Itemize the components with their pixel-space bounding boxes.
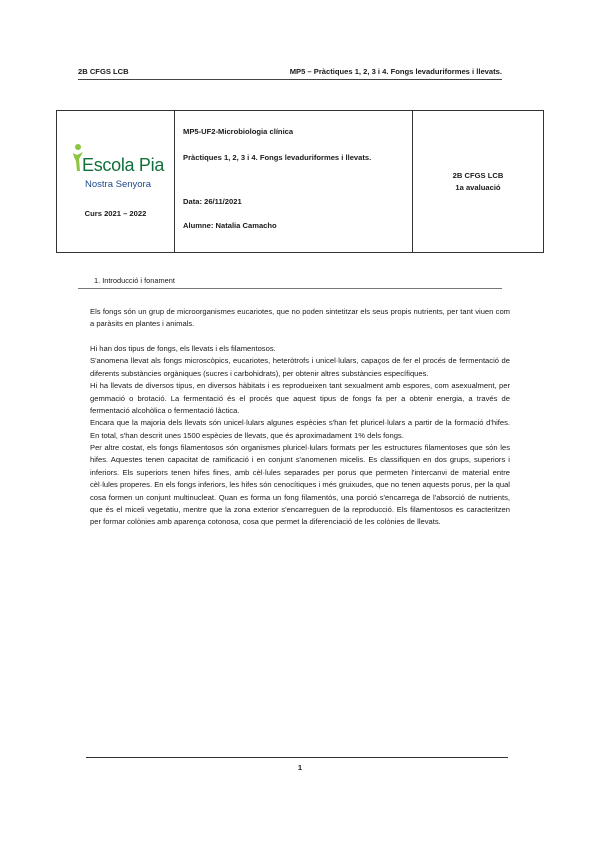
header-left: 2B CFGS LCB: [78, 67, 129, 76]
info-cell: [175, 111, 413, 253]
group-label: 2B CFGS LCB: [452, 170, 504, 180]
paragraph-intro: [90, 306, 510, 331]
footer-rule: [86, 757, 508, 758]
logo-main-text: Escola Pia: [82, 155, 165, 175]
page-number: 1: [297, 763, 303, 772]
group-cell: [413, 111, 544, 253]
header-rule: [78, 79, 502, 80]
course-year: Curs 2021 – 2022: [84, 209, 147, 218]
logo-cell: [57, 111, 175, 253]
paragraph-text: Hi han dos tipus de fongs, els llevats i els filamentosos.: [90, 344, 276, 353]
evaluation-label: 1a avaluació: [455, 182, 501, 192]
paragraph-text: S'anomena llevat als fongs microscòpics, eucariotes, heteròtrofs i unicel·lulars, capaços de fer el procés de fermentació de diferents substàncies orgàniques (sucres i carbohidrats), per obtenir altres substàncies específiques.: [90, 356, 510, 378]
title-box: [56, 110, 544, 253]
student-label: Alumne: Natalia Camacho: [183, 221, 277, 230]
date-label: Data: 26/11/2021: [183, 197, 242, 206]
paragraph-text: Els fongs són un grup de microorganismes eucariotes, que no poden sintetitzar els seus propis nutrients, per tant viuen com a paràsits en plantes i animals.: [90, 307, 510, 329]
paragraph-text: Hi ha llevats de diversos tipus, en diversos hàbitats i es reprodueixen tant sexualment amb espores, com asexualment, per gemmació o brotació. La fermentació és el procés que aquest tipus de fongs fa per a obtenir energia, a través de fermentació alcohòlica o fermentació làctica.: [90, 381, 510, 416]
section-title: 1. Introducció i fonament: [94, 276, 175, 285]
paragraph-text: Encara que la majoria dels llevats són unicel·lulars algunes espècies s'han fet pluricel·lulars a partir de la formació d'hifes. En total, s'han descrit unes 1500 espècies de llevats, que és aproximadament 1% dels fongs.: [90, 418, 510, 440]
paragraph-filamentous: [90, 442, 510, 529]
section-rule: [78, 288, 502, 289]
logo-sub-text: Nostra Senyora: [85, 179, 152, 190]
practice-title: Pràctiques 1, 2, 3 i 4. Fongs levaduriformes i llevats.: [183, 153, 372, 162]
paragraph-yeasts: [90, 343, 510, 442]
paragraph-text: Per altre costat, els fongs filamentosos són organismes pluricel·lulars formats per les estructures filamentoses que són les hifes. Aquestes tenen capacitat de ramificació i en conjunt s'anomenen micelis. Es classifiquen en dos grups, superiors i inferiors. Els superiors tenen hifes fines, amb cèl·lules separades per porus que permeten l'intercanvi de material entre cèl·lules properes. En els fongs inferiors, les hifes són cenocítiques i més gruixudes, que no tenen aquests porus, per la qual cosa formen un conjunt multinucleat. Quan es forma un fong filamentós, una porció s'encarrega de l'absorció de nutrients, que és el miceli vegetatiu, mentre que la zona exterior s'encarreguen de la reproducció. Els filamentosos es caracteritzen per formar colònies amb aparença cotonosa, cosa que permet la diferenciació de les colònies de llevats.: [90, 443, 510, 527]
school-logo: [71, 143, 165, 199]
module-title: MP5-UF2-Microbiologia clínica: [183, 127, 294, 136]
header-right: MP5 – Pràctiques 1, 2, 3 i 4. Fongs levaduriformes i llevats.: [289, 67, 502, 76]
